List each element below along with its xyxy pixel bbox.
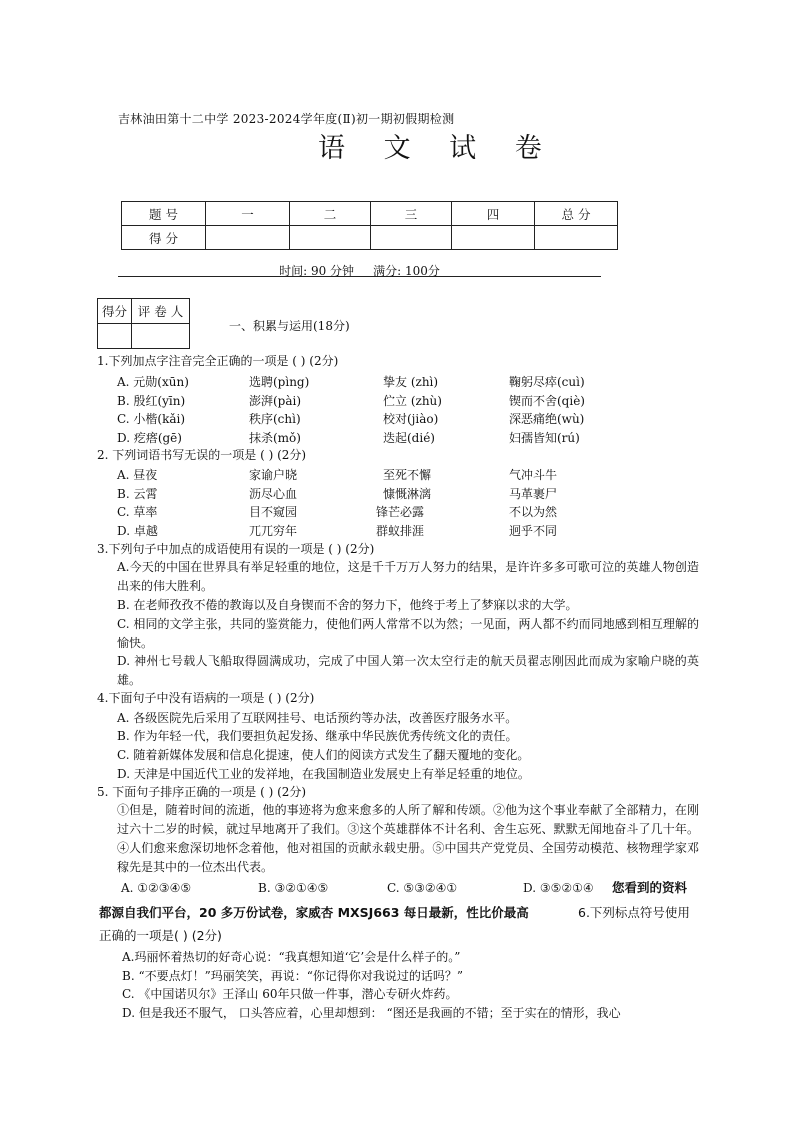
q6-option-a: A.玛丽怀着热切的好奇心说：“我真想知道‘它’会是什么样子的。” — [122, 950, 461, 964]
q1-option: A. 元勋(xūn) — [117, 375, 189, 389]
q5-option: B. ③②①④⑤ — [258, 881, 329, 895]
q3-option-c: C. 相同的文学主张，共同的鉴赏能力，使他们两人常常不以为然；一见面，两人都不约而同地感到相互理解的愉快。 — [117, 617, 699, 650]
q2-option: A. 昼夜 — [117, 468, 158, 482]
grader-box — [97, 298, 190, 349]
grader-reviewer-entry — [132, 324, 190, 349]
q2-option: 沥尽心血 — [249, 487, 298, 501]
q6-option-b: B. “不要点灯！”玛丽笑笑，再说：“你记得你对我说过的话吗？” — [122, 969, 463, 983]
q1-option: 选聘(pìng) — [249, 375, 310, 389]
score-cell: 三 — [371, 202, 452, 226]
score-entry — [371, 226, 452, 250]
q2-option: 马革裹尸 — [509, 487, 558, 501]
q1-option: 伫立 (zhù) — [383, 394, 442, 408]
q4-option-c: C. 随着新媒体发展和信息化提速，使人们的阅读方式发生了翻天覆地的变化。 — [117, 748, 530, 762]
q6-option-d: D. 但是我还不服气， 口头答应着，心里却想到： “图还是我画的不错；至于实在的情形，我心 — [122, 1006, 621, 1020]
q2-option: 至死不懈 — [383, 468, 432, 482]
q2-option: 锋芒必露 — [376, 505, 425, 519]
divider — [118, 276, 601, 277]
score-entry — [535, 226, 618, 250]
q1-option: C. 小楷(kǎi) — [117, 412, 186, 426]
q3-option-a-text: A.今天的中国在世界具有举足轻重的地位，这是千千万万人努力的结果，是许许多多可歌可泣的英雄人物创造出来的伟大胜利。 — [117, 560, 699, 593]
question-6-stem-part2: 正确的一项是( ) (2分) — [99, 928, 222, 943]
q1-option: 深恶痛绝(wù) — [509, 412, 585, 426]
question-2-stem: 2. 下列词语书写无误的一项是 ( ) (2分) — [97, 448, 307, 462]
score-cell: 总 分 — [535, 202, 618, 226]
q5-option: A. ①②③④⑤ — [121, 881, 192, 895]
score-cell: 二 — [290, 202, 371, 226]
question-6-stem-part1: 6.下列标点符号使用 — [578, 905, 690, 920]
score-entry — [206, 226, 290, 250]
score-entry — [452, 226, 535, 250]
q2-option: 气冲斗牛 — [509, 468, 558, 482]
q1-option: 妇孺皆知(rú) — [509, 431, 580, 445]
score-cell: 一 — [206, 202, 290, 226]
q1-option: 迭起(dié) — [383, 431, 435, 445]
score-cell: 四 — [452, 202, 535, 226]
q1-option: B. 殷红(yīn) — [117, 394, 186, 408]
q2-option: C. 草率 — [117, 505, 158, 519]
score-table-score-row — [122, 226, 618, 250]
q5-option: C. ⑤③②④① — [387, 881, 458, 895]
time-and-score-line: 时间: 90 分钟 满分: 100分 — [279, 264, 440, 278]
q1-option: 锲而不舍(qiè) — [509, 394, 585, 408]
grader-score-label: 得分 — [98, 299, 132, 324]
q3-option-a — [117, 558, 699, 595]
q1-option: 澎湃(pài) — [249, 394, 302, 408]
exam-header: 吉林油田第十二中学 2023-2024学年度(Ⅱ)初一期初假期检测 — [118, 112, 455, 126]
q1-option: 校对(jiào) — [383, 412, 439, 426]
q2-option: 群蚁排涯 — [376, 524, 425, 538]
question-5-stem: 5. 下面句子排序正确的一项是 ( ) (2分) — [97, 785, 307, 799]
q5-option: D. ③⑤②①④ — [523, 881, 594, 895]
q2-option: 家谕户晓 — [249, 468, 298, 482]
grader-score-entry — [98, 324, 132, 349]
q2-option: 不以为然 — [509, 505, 558, 519]
ad-text-inline: 您看到的资料 — [612, 880, 688, 895]
q4-option-d: D. 天津是中国近代工业的发祥地，在我国制造业发展史上有举足轻重的地位。 — [117, 767, 530, 781]
q3-option-b: B. 在老师孜孜不倦的教诲以及自身锲而不舍的努力下，他终于考上了梦寐以求的大学。 — [117, 598, 578, 612]
grader-reviewer-label: 评 卷 人 — [132, 299, 190, 324]
score-table-header-row — [122, 202, 618, 226]
q1-option: 秩序(chì) — [249, 412, 301, 426]
score-cell: 题 号 — [122, 202, 206, 226]
q2-option: 迥乎不同 — [509, 524, 558, 538]
q1-option: 挚友 (zhì) — [383, 375, 439, 389]
q1-option: 鞠躬尽瘁(cuì) — [509, 375, 585, 389]
page-title: 语 文 试 卷 — [318, 133, 557, 164]
q4-option-a: A. 各级医院先后采用了互联网挂号、电话预约等办法，改善医疗服务水平。 — [117, 711, 518, 725]
score-cell: 得 分 — [122, 226, 206, 250]
q2-option: 兀兀穷年 — [249, 524, 298, 538]
score-entry — [290, 226, 371, 250]
q1-option: 抹杀(mǒ) — [249, 431, 301, 445]
q5-passage: ①但是，随着时间的流逝，他的事迹将为愈来愈多的人所了解和传颂。②他为这个事业奉献了全部精力，在刚过六十二岁的时候，就过早地离开了我们。③这个英雄群体不计名利、舍生忘死、默默无闻地奋斗了几十年。④人们愈来愈深切地怀念着他，他对祖国的贡献永载史册。⑤中国共产党党员、全国劳动模范、核物理学家邓稼先是其中的一位杰出代表。 — [117, 803, 699, 874]
question-3-stem: 3.下列句子中加点的成语使用有误的一项是 ( ) (2分) — [97, 542, 375, 556]
q6-option-c: C. 《中国诺贝尔》王泽山 60年只做一件事，潜心专研火炸药。 — [122, 987, 458, 1001]
score-table — [121, 201, 618, 250]
q3-option-d: D. 神州七号载人飞船取得圆满成功，完成了中国人第一次太空行走的航天员翟志刚因此而成为家喻户晓的英雄。 — [117, 654, 699, 687]
q2-option: 慷慨淋漓 — [383, 487, 432, 501]
ad-text: 都源自我们平台，20 多万份试卷，家威杏 MXSJ663 每日最新，性比价最高 — [99, 905, 529, 920]
question-4-stem: 4.下面句子中没有语病的一项是 ( ) (2分) — [97, 691, 315, 705]
q4-option-b: B. 作为年轻一代，我们要担负起发扬、继承中华民族优秀传统文化的责任。 — [117, 729, 518, 743]
section-heading: 一、积累与运用(18分) — [229, 319, 350, 333]
q1-option: D. 疙瘩(gē) — [117, 431, 182, 445]
q2-option: D. 卓越 — [117, 524, 158, 538]
q2-option: B. 云霄 — [117, 487, 158, 501]
q2-option: 目不窥园 — [249, 505, 298, 519]
question-1-stem: 1.下列加点字注音完全正确的一项是 ( ) (2分) — [97, 354, 339, 368]
